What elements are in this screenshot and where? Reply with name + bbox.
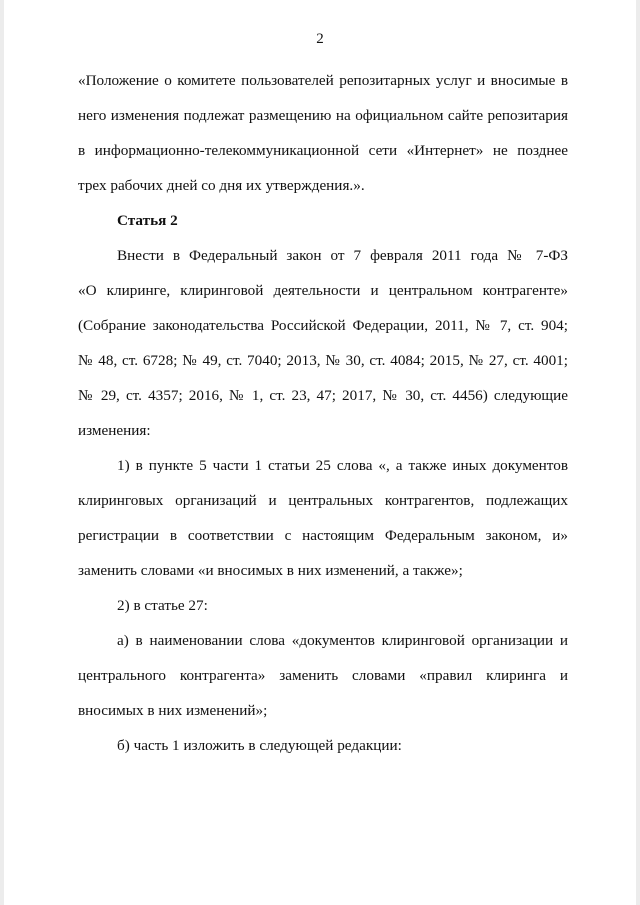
text-line: вносимых в них изменений»; <box>78 702 268 719</box>
text-line: «О клиринге, клиринговой деятельности и центральном контрагенте» <box>78 282 568 299</box>
text-line: а) в наименовании слова «документов клиринговой организации и <box>117 632 568 649</box>
text-line: «Положение о комитете пользователей репозитарных услуг и вносимые в <box>78 72 568 89</box>
text-line: заменить словами «и вносимых в них изменений, а также»; <box>78 562 463 579</box>
paragraph-item-1 <box>78 448 568 588</box>
text-line: регистрации в соответствии с настоящим Федеральным законом, и» <box>78 527 568 544</box>
text-line: в информационно-телекоммуникационной сети «Интернет» не позднее <box>78 142 568 159</box>
paragraph-quote-continuation <box>78 63 568 203</box>
page-number: 2 <box>316 31 324 47</box>
text-line: клиринговых организаций и центральных контрагентов, подлежащих <box>78 492 568 509</box>
text-line: изменения: <box>78 422 151 439</box>
article-title: Статья 2 <box>117 212 178 229</box>
document-page <box>4 0 636 905</box>
text-line: трех рабочих дней со дня их утверждения.». <box>78 177 365 194</box>
text-line: Внести в Федеральный закон от 7 февраля 2011 года № 7-ФЗ <box>117 247 568 264</box>
text-line: б) часть 1 изложить в следующей редакции: <box>117 737 402 754</box>
paragraph-article-intro <box>78 238 568 448</box>
text-line: № 48, ст. 6728; № 49, ст. 7040; 2013, № 30, ст. 4084; 2015, № 27, ст. 4001; <box>78 352 568 369</box>
text-line: центрального контрагента» заменить словами «правил клиринга и <box>78 667 568 684</box>
text-line: № 29, ст. 4357; 2016, № 1, ст. 23, 47; 2017, № 30, ст. 4456) следующие <box>78 387 568 404</box>
text-line: 1) в пункте 5 части 1 статьи 25 слова «, а также иных документов <box>117 457 568 474</box>
text-line: него изменения подлежат размещению на официальном сайте репозитария <box>78 107 568 124</box>
paragraph-item-2a <box>78 623 568 728</box>
text-line: 2) в статье 27: <box>117 597 208 614</box>
article-heading <box>78 203 568 238</box>
document-body <box>78 63 568 763</box>
paragraph-item-2 <box>78 588 568 623</box>
paragraph-item-2b <box>78 728 568 763</box>
text-line: (Собрание законодательства Российской Федерации, 2011, № 7, ст. 904; <box>78 317 568 334</box>
